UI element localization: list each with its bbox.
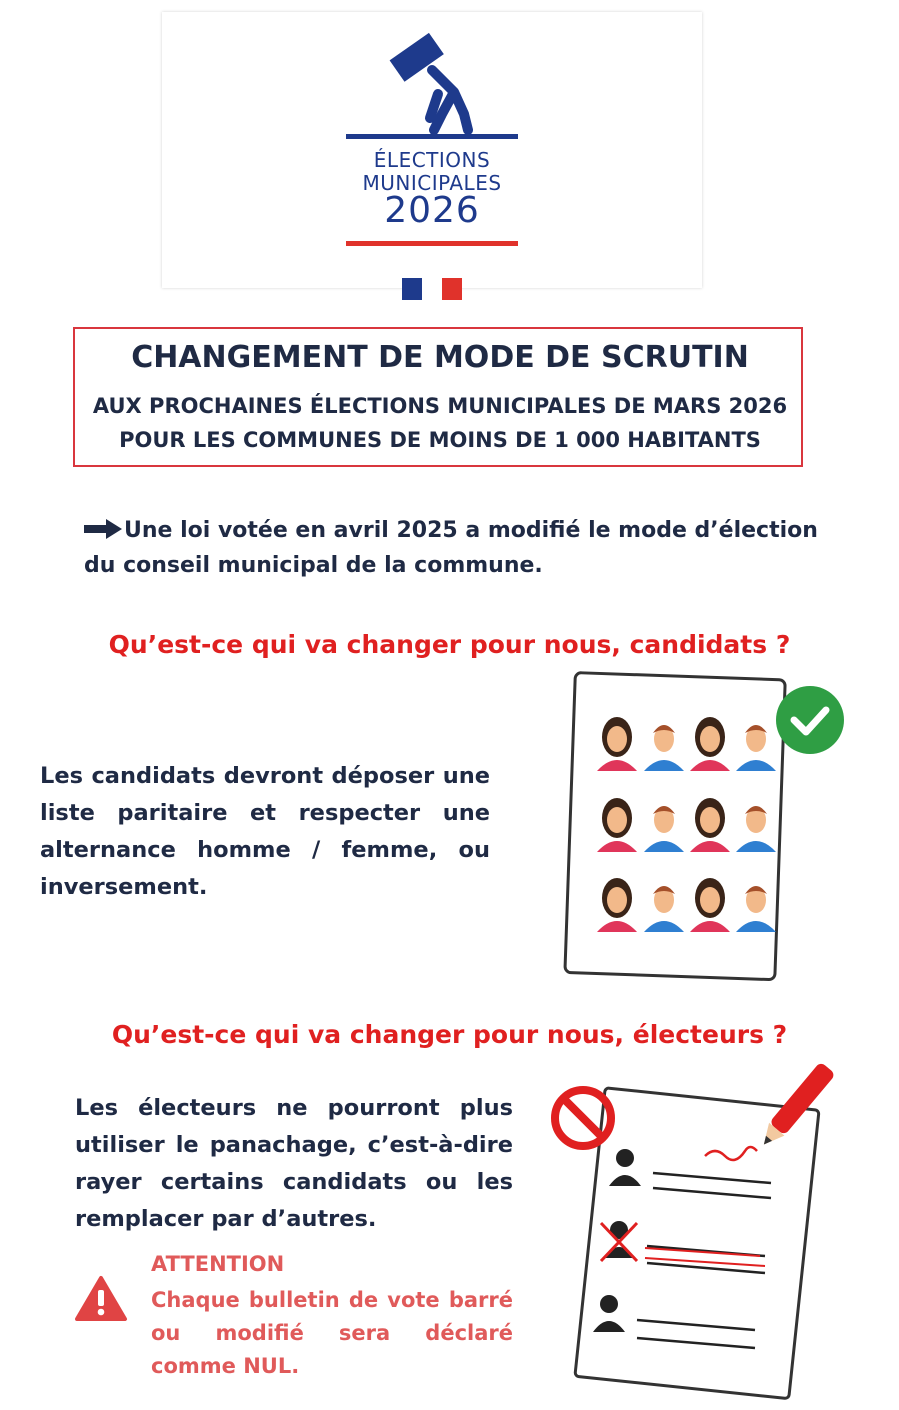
title-subtitle-2: POUR LES COMMUNES DE MOINS DE 1 000 HABITANTS <box>119 428 761 452</box>
logo-top-line <box>346 134 518 139</box>
crossed-ballot-forbidden-icon <box>545 1058 845 1403</box>
heading-electeurs: Qu’est-ce qui va changer pour nous, électeurs ? <box>111 1020 788 1049</box>
electeurs-paragraph: Les électeurs ne pourront plus utiliser le panachage, c’est-à-dire rayer certains candidats ou les remplacer par d’autres. <box>75 1095 513 1232</box>
heading-candidats: Qu’est-ce qui va changer pour nous, candidats ? <box>108 630 791 659</box>
logo-year: 2026 <box>384 190 480 231</box>
candidats-paragraph: Les candidats devront déposer une liste paritaire et respecter une alternance homme / femme, ou inversement. <box>40 763 490 900</box>
logo-bottom-line <box>346 241 518 246</box>
attention-title: ATTENTION <box>151 1252 285 1276</box>
intro-text: Une loi votée en avril 2025 a modifié le mode d’élection du conseil municipal de la commune. <box>84 518 818 578</box>
ballot-box-icon <box>380 30 490 135</box>
logo-line1: ÉLECTIONS <box>373 148 491 172</box>
title-subtitle-1: AUX PROCHAINES ÉLECTIONS MUNICIPALES DE MARS 2026 <box>92 394 788 418</box>
intro-paragraph <box>84 513 824 583</box>
candidate-list-checkmark-icon <box>560 668 850 988</box>
logo-line2: MUNICIPALES <box>362 171 502 195</box>
warning-icon <box>74 1275 128 1323</box>
arrow-right-icon <box>84 519 122 539</box>
page-title: CHANGEMENT DE MODE DE SCRUTIN <box>131 340 749 375</box>
attention-text: Chaque bulletin de vote barré ou modifié sera déclaré comme NUL. <box>151 1288 513 1378</box>
republique-flag-icon <box>402 278 462 300</box>
